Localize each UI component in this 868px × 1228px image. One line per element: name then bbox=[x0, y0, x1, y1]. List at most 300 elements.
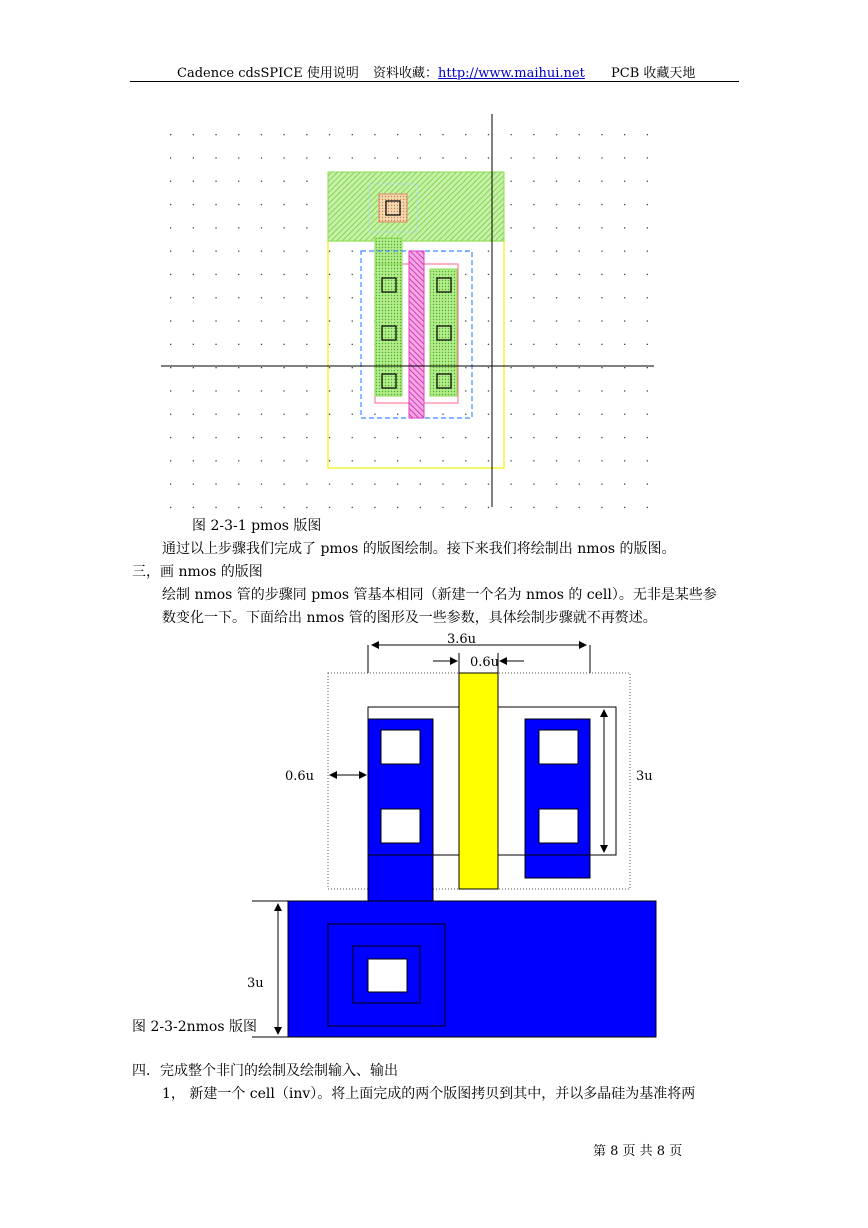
grid-dot bbox=[193, 414, 194, 415]
grid-dot bbox=[624, 251, 625, 252]
grid-dot bbox=[511, 134, 512, 135]
grid-dot bbox=[329, 157, 330, 158]
grid-dot bbox=[261, 134, 262, 135]
grid-dot bbox=[488, 320, 489, 321]
grid-dot bbox=[647, 274, 648, 275]
dim-height-left-label: 3u bbox=[247, 976, 264, 991]
grid-dot bbox=[465, 390, 466, 391]
grid-dot bbox=[647, 507, 648, 508]
grid-dot bbox=[238, 204, 239, 205]
grid-dot bbox=[261, 297, 262, 298]
grid-dot bbox=[601, 274, 602, 275]
grid-dot bbox=[533, 227, 534, 228]
grid-dot bbox=[261, 204, 262, 205]
grid-dot bbox=[488, 414, 489, 415]
grid-dot bbox=[215, 157, 216, 158]
grid-dot bbox=[261, 507, 262, 508]
grid-dot bbox=[193, 344, 194, 345]
grid-dot bbox=[352, 390, 353, 391]
header-source-link[interactable]: http://www.maihui.net bbox=[438, 66, 585, 81]
grid-dot bbox=[193, 507, 194, 508]
grid-dot bbox=[647, 297, 648, 298]
grid-dot bbox=[215, 344, 216, 345]
grid-dot bbox=[442, 507, 443, 508]
grid-dot bbox=[465, 344, 466, 345]
grid-dot bbox=[193, 297, 194, 298]
grid-dot bbox=[511, 320, 512, 321]
figure1-caption: 图 2-3-1 pmos 版图 bbox=[192, 518, 322, 534]
grid-dot bbox=[533, 204, 534, 205]
grid-dot bbox=[193, 134, 194, 135]
grid-dot bbox=[556, 227, 557, 228]
grid-dot bbox=[601, 320, 602, 321]
grid-dot bbox=[397, 484, 398, 485]
grid-dot bbox=[511, 181, 512, 182]
grid-dot bbox=[170, 437, 171, 438]
grid-dot bbox=[215, 181, 216, 182]
grid-dot bbox=[170, 181, 171, 182]
grid-dot bbox=[261, 367, 262, 368]
grid-dot bbox=[601, 251, 602, 252]
grid-dot bbox=[284, 344, 285, 345]
grid-dot bbox=[352, 251, 353, 252]
grid-dot bbox=[601, 460, 602, 461]
header-source bbox=[373, 62, 585, 81]
grid-dot bbox=[511, 484, 512, 485]
grid-dot bbox=[374, 157, 375, 158]
grid-dot bbox=[465, 437, 466, 438]
grid-dot bbox=[533, 297, 534, 298]
grid-dot bbox=[647, 344, 648, 345]
dim-height-right-label: 3u bbox=[636, 769, 653, 784]
grid-dot bbox=[306, 181, 307, 182]
grid-dot bbox=[215, 251, 216, 252]
grid-dot bbox=[601, 157, 602, 158]
grid-dot bbox=[556, 251, 557, 252]
grid-dot bbox=[352, 297, 353, 298]
grid-dot bbox=[601, 344, 602, 345]
grid-dot bbox=[511, 157, 512, 158]
grid-dot bbox=[579, 157, 580, 158]
grid-dot bbox=[579, 320, 580, 321]
grid-dot bbox=[238, 274, 239, 275]
grid-dot bbox=[465, 414, 466, 415]
grid-dot bbox=[215, 204, 216, 205]
grid-dot bbox=[170, 344, 171, 345]
grid-dot bbox=[488, 251, 489, 252]
grid-dot bbox=[215, 484, 216, 485]
grid-dot bbox=[556, 204, 557, 205]
grid-dot bbox=[465, 367, 466, 368]
grid-dot bbox=[284, 414, 285, 415]
grid-dot bbox=[511, 344, 512, 345]
grid-dot bbox=[170, 320, 171, 321]
grid-dot bbox=[579, 181, 580, 182]
grid-dot bbox=[193, 320, 194, 321]
grid-dot bbox=[306, 157, 307, 158]
grid-dot bbox=[465, 157, 466, 158]
grid-dot bbox=[465, 484, 466, 485]
grid-dot bbox=[215, 507, 216, 508]
grid-dot bbox=[352, 157, 353, 158]
grid-dot bbox=[193, 204, 194, 205]
grid-dot bbox=[533, 320, 534, 321]
grid-dot bbox=[511, 460, 512, 461]
grid-dot bbox=[193, 367, 194, 368]
grid-dot bbox=[170, 460, 171, 461]
grid-dot bbox=[170, 157, 171, 158]
grid-dot bbox=[215, 297, 216, 298]
grid-dot bbox=[465, 274, 466, 275]
substrate-metal bbox=[379, 194, 407, 222]
grid-dot bbox=[533, 134, 534, 135]
grid-dot bbox=[352, 460, 353, 461]
grid-dot bbox=[261, 344, 262, 345]
grid-dot bbox=[533, 460, 534, 461]
grid-dot bbox=[533, 414, 534, 415]
grid-dot bbox=[329, 484, 330, 485]
grid-dot bbox=[284, 181, 285, 182]
grid-dot bbox=[556, 344, 557, 345]
grid-dot bbox=[579, 297, 580, 298]
grid-dot bbox=[261, 227, 262, 228]
grid-dot bbox=[329, 390, 330, 391]
grid-dot bbox=[556, 437, 557, 438]
dim-spacing-label: 0.6u bbox=[285, 769, 315, 784]
grid-dot bbox=[647, 134, 648, 135]
grid-dot bbox=[624, 390, 625, 391]
grid-dot bbox=[488, 390, 489, 391]
grid-dot bbox=[420, 134, 421, 135]
grid-dot bbox=[306, 507, 307, 508]
grid-dot bbox=[193, 157, 194, 158]
grid-dot bbox=[647, 227, 648, 228]
grid-dot bbox=[624, 134, 625, 135]
drain-metal bbox=[430, 269, 457, 396]
grid-dot bbox=[579, 414, 580, 415]
implant-layer bbox=[328, 172, 504, 241]
grid-dot bbox=[511, 367, 512, 368]
grid-dot bbox=[488, 297, 489, 298]
grid-dot bbox=[579, 484, 580, 485]
grid-dot bbox=[238, 460, 239, 461]
grid-dot bbox=[238, 227, 239, 228]
grid-dot bbox=[601, 181, 602, 182]
poly-gate bbox=[409, 251, 424, 418]
grid-dot bbox=[170, 227, 171, 228]
grid-dot bbox=[306, 297, 307, 298]
grid-dot bbox=[238, 484, 239, 485]
grid-dot bbox=[647, 437, 648, 438]
paragraph-2-line-1: 绘制 nmos 管的步骤同 pmos 管基本相同（新建一个名为 nmos 的 cell）。无非是某些参 bbox=[162, 587, 717, 603]
grid-dot bbox=[215, 227, 216, 228]
page-footer: 第 8 页 共 8 页 bbox=[593, 1144, 683, 1159]
grid-dot bbox=[579, 251, 580, 252]
grid-dot bbox=[601, 227, 602, 228]
grid-dot bbox=[624, 274, 625, 275]
grid-dot bbox=[556, 297, 557, 298]
substrate-contact bbox=[368, 959, 407, 992]
grid-dot bbox=[215, 390, 216, 391]
substrate-metal bbox=[288, 901, 656, 1037]
grid-dot bbox=[647, 251, 648, 252]
header-source-label: 资料收藏： bbox=[373, 66, 439, 81]
grid-dot bbox=[556, 390, 557, 391]
grid-dot bbox=[556, 157, 557, 158]
grid-dot bbox=[352, 484, 353, 485]
grid-dot bbox=[488, 157, 489, 158]
grid-dot bbox=[488, 437, 489, 438]
grid-dot bbox=[306, 484, 307, 485]
grid-dot bbox=[238, 181, 239, 182]
grid-dot bbox=[329, 274, 330, 275]
grid-dot bbox=[170, 367, 171, 368]
grid-dot bbox=[193, 227, 194, 228]
grid-dot bbox=[238, 134, 239, 135]
grid-dot bbox=[533, 484, 534, 485]
grid-dot bbox=[579, 367, 580, 368]
grid-dot bbox=[624, 507, 625, 508]
grid-dot bbox=[284, 367, 285, 368]
grid-dot bbox=[624, 157, 625, 158]
grid-dot bbox=[647, 157, 648, 158]
grid-dot bbox=[284, 297, 285, 298]
paragraph-1: 通过以上步骤我们完成了 pmos 的版图绘制。接下来我们将绘制出 nmos 的版图。 bbox=[162, 541, 676, 557]
grid-dot bbox=[624, 297, 625, 298]
grid-dot bbox=[193, 251, 194, 252]
grid-dot bbox=[488, 134, 489, 135]
dim-poly-width-label: 0.6u bbox=[470, 655, 500, 670]
grid-dot bbox=[170, 414, 171, 415]
grid-dot bbox=[601, 134, 602, 135]
pmos-layout-figure bbox=[150, 110, 670, 515]
grid-dot bbox=[352, 437, 353, 438]
grid-dot bbox=[465, 460, 466, 461]
grid-dot bbox=[465, 320, 466, 321]
grid-dot bbox=[261, 251, 262, 252]
grid-dot bbox=[579, 437, 580, 438]
grid-dot bbox=[442, 460, 443, 461]
grid-dot bbox=[533, 367, 534, 368]
grid-dot bbox=[261, 157, 262, 158]
grid-dot bbox=[374, 437, 375, 438]
grid-dot bbox=[284, 204, 285, 205]
grid-dot bbox=[374, 460, 375, 461]
grid-dot bbox=[329, 320, 330, 321]
grid-dot bbox=[624, 227, 625, 228]
grid-dot bbox=[533, 274, 534, 275]
grid-dot bbox=[511, 507, 512, 508]
grid-dot bbox=[556, 367, 557, 368]
grid-dot bbox=[284, 507, 285, 508]
grid-dot bbox=[420, 460, 421, 461]
grid-dot bbox=[306, 204, 307, 205]
grid-dot bbox=[420, 484, 421, 485]
grid-dot bbox=[284, 460, 285, 461]
section-3-title: 三，画 nmos 的版图 bbox=[132, 564, 263, 580]
grid-dot bbox=[488, 367, 489, 368]
grid-dot bbox=[601, 437, 602, 438]
grid-dot bbox=[601, 367, 602, 368]
grid-dot bbox=[556, 134, 557, 135]
grid-dot bbox=[352, 367, 353, 368]
grid-dot bbox=[579, 390, 580, 391]
grid-dot bbox=[193, 437, 194, 438]
grid-dot bbox=[170, 297, 171, 298]
grid-dot bbox=[442, 484, 443, 485]
grid-dot bbox=[465, 507, 466, 508]
grid-dot bbox=[329, 437, 330, 438]
grid-dot bbox=[624, 484, 625, 485]
grid-dot bbox=[624, 320, 625, 321]
grid-dot bbox=[215, 274, 216, 275]
grid-dot bbox=[397, 157, 398, 158]
grid-dot bbox=[306, 274, 307, 275]
grid-dot bbox=[556, 460, 557, 461]
poly-gate bbox=[459, 673, 498, 889]
grid-dot bbox=[261, 460, 262, 461]
grid-dot bbox=[601, 507, 602, 508]
grid-dot bbox=[647, 181, 648, 182]
grid-dot bbox=[215, 437, 216, 438]
grid-dot bbox=[261, 437, 262, 438]
header-site-name: PCB 收藏天地 bbox=[611, 66, 696, 81]
grid-dot bbox=[352, 414, 353, 415]
grid-dot bbox=[352, 134, 353, 135]
grid-dot bbox=[579, 344, 580, 345]
grid-dot bbox=[511, 437, 512, 438]
grid-dot bbox=[352, 344, 353, 345]
grid-dot bbox=[306, 414, 307, 415]
grid-dot bbox=[329, 367, 330, 368]
grid-dot bbox=[170, 204, 171, 205]
grid-dot bbox=[238, 320, 239, 321]
nmos-layout-figure bbox=[240, 628, 670, 1043]
grid-dot bbox=[284, 437, 285, 438]
grid-dot bbox=[306, 320, 307, 321]
grid-dot bbox=[284, 484, 285, 485]
grid-dot bbox=[329, 297, 330, 298]
grid-dot bbox=[397, 507, 398, 508]
grid-dot bbox=[579, 507, 580, 508]
grid-dot bbox=[533, 181, 534, 182]
grid-dot bbox=[624, 204, 625, 205]
grid-dot bbox=[442, 414, 443, 415]
grid-dot bbox=[511, 251, 512, 252]
grid-dot bbox=[329, 507, 330, 508]
grid-dot bbox=[374, 414, 375, 415]
grid-dot bbox=[579, 204, 580, 205]
grid-dot bbox=[601, 297, 602, 298]
grid-dot bbox=[624, 344, 625, 345]
grid-dot bbox=[238, 437, 239, 438]
grid-dot bbox=[579, 227, 580, 228]
grid-dot bbox=[193, 484, 194, 485]
grid-dot bbox=[624, 414, 625, 415]
grid-dot bbox=[488, 484, 489, 485]
grid-dot bbox=[215, 320, 216, 321]
grid-dot bbox=[284, 274, 285, 275]
grid-dot bbox=[261, 414, 262, 415]
grid-dot bbox=[193, 460, 194, 461]
grid-dot bbox=[374, 484, 375, 485]
grid-dot bbox=[306, 227, 307, 228]
grid-dot bbox=[306, 251, 307, 252]
grid-dot bbox=[397, 460, 398, 461]
grid-dot bbox=[284, 227, 285, 228]
grid-dot bbox=[442, 134, 443, 135]
grid-dot bbox=[306, 344, 307, 345]
grid-dot bbox=[306, 460, 307, 461]
source-metal bbox=[375, 264, 402, 396]
grid-dot bbox=[193, 274, 194, 275]
grid-dot bbox=[397, 414, 398, 415]
grid-dot bbox=[215, 460, 216, 461]
grid-dot bbox=[170, 251, 171, 252]
grid-dot bbox=[420, 507, 421, 508]
grid-dot bbox=[601, 390, 602, 391]
grid-dot bbox=[261, 390, 262, 391]
grid-dot bbox=[442, 157, 443, 158]
grid-dot bbox=[238, 507, 239, 508]
grid-dot bbox=[238, 344, 239, 345]
grid-dot bbox=[284, 134, 285, 135]
header-rule bbox=[130, 81, 739, 82]
grid-dot bbox=[579, 134, 580, 135]
grid-dot bbox=[374, 134, 375, 135]
grid-dot bbox=[647, 390, 648, 391]
grid-dot bbox=[329, 344, 330, 345]
grid-dot bbox=[624, 367, 625, 368]
grid-dot bbox=[465, 297, 466, 298]
grid-dot bbox=[170, 507, 171, 508]
grid-dot bbox=[170, 484, 171, 485]
grid-dot bbox=[329, 460, 330, 461]
grid-dot bbox=[647, 460, 648, 461]
grid-dot bbox=[306, 437, 307, 438]
grid-dot bbox=[533, 344, 534, 345]
grid-dot bbox=[533, 251, 534, 252]
grid-dot bbox=[374, 507, 375, 508]
grid-dot bbox=[511, 297, 512, 298]
grid-dot bbox=[647, 204, 648, 205]
grid-dot bbox=[215, 134, 216, 135]
grid-dot bbox=[511, 390, 512, 391]
grid-dot bbox=[261, 181, 262, 182]
grid-dot bbox=[556, 507, 557, 508]
grid-dot bbox=[488, 344, 489, 345]
grid-dot bbox=[488, 460, 489, 461]
grid-dot bbox=[511, 414, 512, 415]
grid-dot bbox=[647, 484, 648, 485]
grid-dot bbox=[306, 390, 307, 391]
grid-dot bbox=[465, 134, 466, 135]
grid-dot bbox=[306, 367, 307, 368]
grid-dot bbox=[533, 390, 534, 391]
paragraph-3: 1， 新建一个 cell（inv）。将上面完成的两个版图拷贝到其中，并以多晶硅为基准将两 bbox=[162, 1086, 696, 1102]
grid-dot bbox=[238, 157, 239, 158]
grid-dot bbox=[488, 507, 489, 508]
grid-dot bbox=[511, 227, 512, 228]
dim-total-width-label: 3.6u bbox=[447, 632, 477, 647]
grid-dot bbox=[193, 390, 194, 391]
grid-dot bbox=[624, 460, 625, 461]
grid-dot bbox=[556, 181, 557, 182]
grid-dot bbox=[420, 157, 421, 158]
grid-dot bbox=[329, 134, 330, 135]
grid-dot bbox=[579, 274, 580, 275]
grid-dot bbox=[352, 274, 353, 275]
